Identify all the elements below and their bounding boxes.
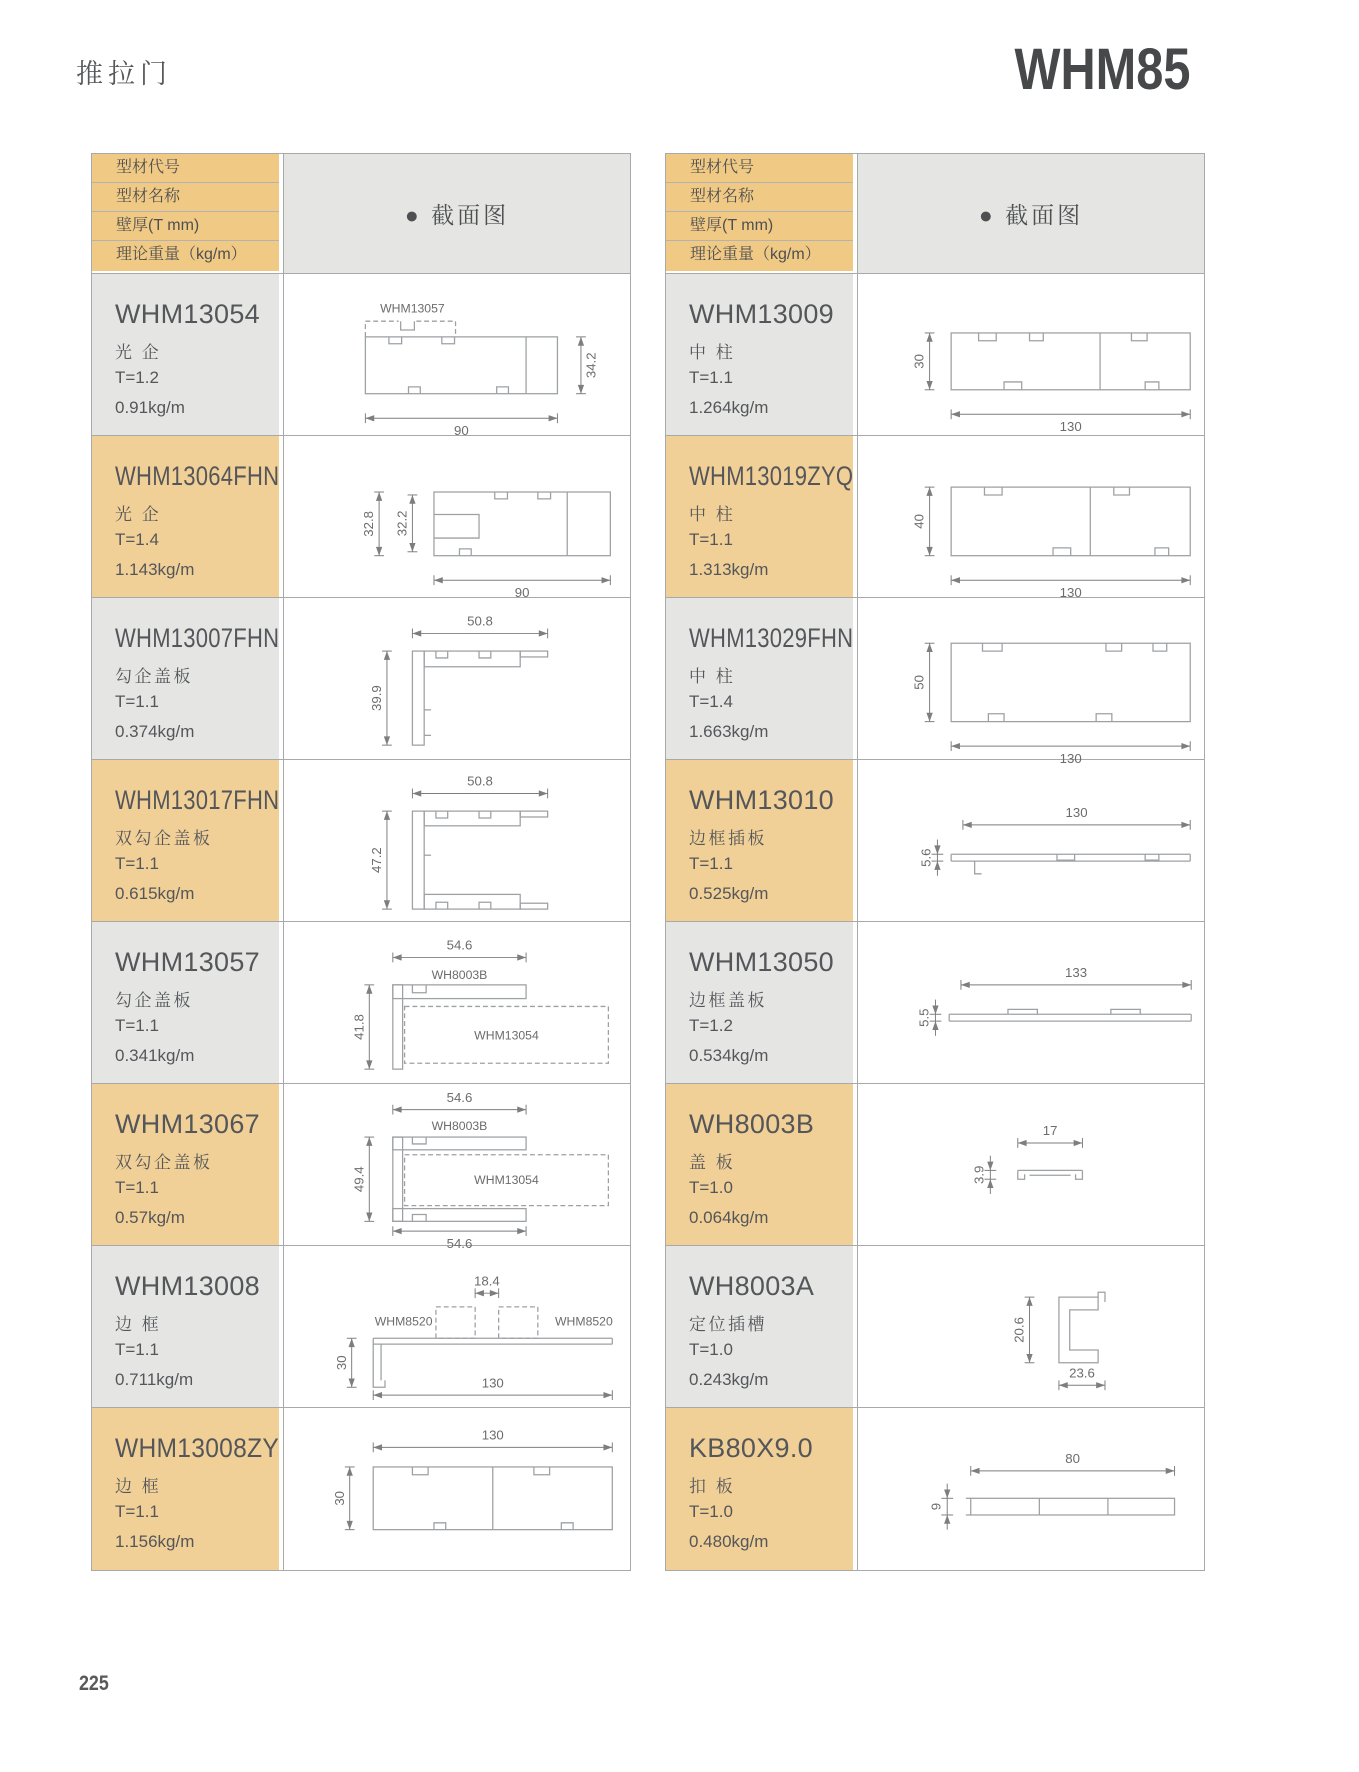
cross-section-diagram — [283, 1084, 630, 1251]
wall-thickness: T=1.4 — [689, 692, 733, 711]
cross-section-diagram — [857, 922, 1204, 1083]
profile-meta — [689, 1173, 853, 1233]
wall-thickness: T=1.1 — [115, 692, 159, 711]
header-cell: 型材代号 — [666, 154, 853, 183]
profile-label-cell — [92, 1246, 279, 1407]
profile-row — [92, 1408, 630, 1570]
wall-thickness: T=1.0 — [689, 1340, 733, 1359]
profile-name: 光 企 — [115, 505, 162, 524]
wall-thickness: T=1.1 — [115, 1016, 159, 1035]
wall-thickness: T=1.0 — [689, 1502, 733, 1521]
svg-text:50.8: 50.8 — [467, 773, 493, 789]
wall-thickness: T=1.4 — [115, 530, 159, 549]
profile-meta — [689, 849, 853, 909]
cross-section-diagram — [283, 598, 630, 759]
svg-text:50.8: 50.8 — [467, 613, 493, 629]
profile-name: 中 柱 — [689, 505, 736, 524]
svg-text:133: 133 — [1065, 964, 1088, 980]
cross-section-diagram — [857, 436, 1204, 600]
profile-label-cell — [92, 922, 279, 1083]
unit-weight: 0.91kg/m — [115, 397, 185, 417]
cross-section-diagram — [283, 1246, 630, 1407]
cross-section-diagram — [857, 274, 1204, 435]
profile-name: 双勾企盖板 — [115, 829, 213, 848]
profile-row — [666, 436, 1204, 598]
svg-text:30: 30 — [331, 1490, 347, 1506]
profile-code: WHM13054 — [115, 299, 260, 329]
profile-code: WHM13008ZY — [115, 1433, 280, 1463]
section-header — [857, 154, 1204, 273]
svg-text:17: 17 — [1042, 1122, 1058, 1138]
svg-text:130: 130 — [481, 1427, 504, 1443]
svg-text:130: 130 — [1059, 418, 1082, 434]
profile-code: WHM13008 — [115, 1271, 260, 1301]
section-label: ● 截面图 — [978, 202, 1084, 228]
profile-meta — [115, 1497, 279, 1557]
wall-thickness: T=1.1 — [689, 530, 733, 549]
unit-weight: 0.064kg/m — [689, 1207, 769, 1227]
profile-label-cell — [666, 1084, 853, 1245]
profile-label-cell — [666, 1246, 853, 1407]
svg-text:50: 50 — [911, 674, 927, 690]
header-label-column — [92, 154, 279, 273]
profile-code: WHM13010 — [689, 785, 834, 815]
svg-text:40: 40 — [911, 513, 927, 529]
header-cell: 型材名称 — [666, 183, 853, 212]
section-header — [283, 154, 630, 273]
unit-weight: 0.374kg/m — [115, 721, 195, 741]
svg-text:30: 30 — [911, 353, 927, 369]
series-title: WHM85 — [1014, 37, 1190, 102]
profile-row — [666, 1084, 1204, 1246]
svg-text:130: 130 — [1059, 750, 1082, 766]
svg-text:WH8003B: WH8003B — [431, 967, 488, 982]
profile-label-cell — [666, 1408, 853, 1570]
profile-code: WHM13067 — [115, 1109, 260, 1139]
svg-text:49.4: 49.4 — [351, 1165, 367, 1192]
unit-weight: 0.341kg/m — [115, 1045, 195, 1065]
cross-section-diagram — [857, 1084, 1204, 1245]
unit-weight: 1.143kg/m — [115, 559, 195, 579]
profile-row — [92, 760, 630, 922]
section-label: ● 截面图 — [404, 202, 510, 228]
svg-text:80: 80 — [1065, 1451, 1081, 1467]
profile-label-cell — [666, 760, 853, 921]
svg-text:34.2: 34.2 — [583, 351, 599, 378]
profile-meta — [689, 687, 853, 747]
header-cell: 型材代号 — [92, 154, 279, 183]
svg-text:47.2: 47.2 — [369, 846, 385, 873]
profile-meta — [689, 1011, 853, 1071]
wall-thickness: T=1.1 — [115, 1178, 159, 1197]
profile-label-cell — [666, 436, 853, 597]
profile-name: 边 框 — [115, 1315, 162, 1334]
unit-weight: 0.711kg/m — [115, 1369, 194, 1389]
profile-code: WHM13019ZYQ — [689, 461, 854, 491]
svg-text:WH8003B: WH8003B — [431, 1118, 488, 1133]
svg-text:23.6: 23.6 — [1069, 1364, 1095, 1380]
profile-row — [92, 922, 630, 1084]
left-profile-table — [91, 153, 631, 1571]
profile-row — [92, 436, 630, 598]
svg-text:20.6: 20.6 — [1011, 1316, 1027, 1343]
profile-label-cell — [666, 598, 853, 759]
header-cell: 壁厚(T mm) — [666, 212, 853, 241]
svg-text:30: 30 — [333, 1354, 349, 1370]
svg-text:54.6: 54.6 — [446, 1235, 473, 1251]
svg-text:WHM13054: WHM13054 — [474, 1028, 539, 1043]
tables-area — [91, 153, 1205, 1571]
wall-thickness: T=1.1 — [689, 368, 733, 387]
svg-text:54.6: 54.6 — [446, 937, 473, 953]
profile-label-cell — [92, 274, 279, 435]
header-cell: 理论重量（kg/m） — [92, 241, 279, 271]
header-cell: 理论重量（kg/m） — [666, 241, 853, 271]
profile-row — [666, 922, 1204, 1084]
profile-name: 盖 板 — [689, 1153, 736, 1172]
profile-row — [666, 1408, 1204, 1570]
profile-meta — [115, 525, 279, 585]
unit-weight: 0.480kg/m — [689, 1531, 769, 1551]
svg-text:39.9: 39.9 — [369, 684, 385, 711]
svg-text:130: 130 — [481, 1374, 504, 1390]
profile-label-cell — [666, 274, 853, 435]
profile-label-cell — [92, 598, 279, 759]
profile-meta — [115, 1173, 279, 1233]
profile-code: WH8003B — [689, 1109, 815, 1139]
profile-code: WHM13057 — [115, 947, 260, 977]
profile-name: 边框插板 — [689, 829, 767, 848]
profile-row — [92, 274, 630, 436]
wall-thickness: T=1.2 — [115, 368, 159, 387]
unit-weight: 0.615kg/m — [115, 883, 195, 903]
profile-row — [666, 760, 1204, 922]
profile-label-cell — [92, 436, 279, 597]
svg-text:41.8: 41.8 — [351, 1013, 367, 1040]
header-label-column — [666, 154, 853, 273]
unit-weight: 0.57kg/m — [115, 1207, 185, 1227]
profile-row — [92, 598, 630, 760]
header-cell: 型材名称 — [92, 183, 279, 212]
cross-section-diagram — [283, 436, 630, 600]
svg-text:130: 130 — [1065, 804, 1088, 820]
profile-row — [666, 274, 1204, 436]
svg-text:54.6: 54.6 — [446, 1089, 473, 1105]
wall-thickness: T=1.1 — [689, 854, 733, 873]
profile-code: WHM13009 — [689, 299, 834, 329]
profile-meta — [115, 687, 279, 747]
cross-section-diagram — [857, 598, 1204, 766]
profile-code: WHM13007FHN — [115, 623, 280, 653]
profile-meta — [115, 849, 279, 909]
svg-text:WHM13057: WHM13057 — [380, 300, 445, 315]
profile-name: 光 企 — [115, 343, 162, 362]
profile-code: WH8003A — [689, 1271, 815, 1301]
page-number: 225 — [79, 1672, 109, 1695]
category-title: 推拉门 — [76, 59, 172, 89]
profile-code: KB80X9.0 — [689, 1433, 813, 1463]
table-header — [666, 154, 1204, 274]
right-profile-table — [665, 153, 1205, 1571]
unit-weight: 1.264kg/m — [689, 397, 769, 417]
svg-text:90: 90 — [454, 422, 469, 438]
unit-weight: 1.663kg/m — [689, 721, 769, 741]
cross-section-diagram — [283, 922, 630, 1083]
cross-section-diagram — [283, 274, 630, 438]
profile-label-cell — [92, 1408, 279, 1570]
profile-row — [666, 1246, 1204, 1408]
profile-code: WHM13064FHN — [115, 461, 280, 491]
profile-name: 边框盖板 — [689, 991, 767, 1010]
profile-meta — [689, 363, 853, 423]
header-cell: 壁厚(T mm) — [92, 212, 279, 241]
svg-text:5.5: 5.5 — [916, 1008, 932, 1027]
profile-label-cell — [92, 1084, 279, 1245]
profile-name: 边 框 — [115, 1477, 162, 1496]
profile-name: 扣 板 — [689, 1477, 736, 1496]
svg-text:32.2: 32.2 — [394, 510, 410, 536]
profile-code: WHM13050 — [689, 947, 834, 977]
profile-code: WHM13029FHN — [689, 623, 854, 653]
svg-text:90: 90 — [514, 584, 530, 600]
svg-text:WHM13054: WHM13054 — [474, 1172, 539, 1187]
unit-weight: 0.534kg/m — [689, 1045, 769, 1065]
profile-row — [666, 598, 1204, 766]
svg-text:130: 130 — [1059, 584, 1082, 600]
cross-section-diagram — [283, 1408, 630, 1570]
profile-row — [92, 1084, 630, 1251]
profile-meta — [689, 1497, 853, 1557]
cross-section-diagram — [283, 760, 630, 921]
cross-section-diagram — [857, 1246, 1204, 1407]
profile-name: 双勾企盖板 — [115, 1153, 213, 1172]
unit-weight: 0.525kg/m — [689, 883, 769, 903]
profile-meta — [115, 1335, 279, 1395]
svg-text:32.8: 32.8 — [361, 510, 377, 537]
profile-row — [92, 1246, 630, 1408]
table-header — [92, 154, 630, 274]
profile-name: 中 柱 — [689, 343, 736, 362]
unit-weight: 1.313kg/m — [689, 559, 769, 579]
wall-thickness: T=1.1 — [115, 854, 159, 873]
unit-weight: 1.156kg/m — [115, 1531, 195, 1551]
unit-weight: 0.243kg/m — [689, 1369, 769, 1389]
profile-meta — [689, 1335, 853, 1395]
svg-text:3.9: 3.9 — [971, 1165, 987, 1184]
profile-code: WHM13017FHN — [115, 785, 280, 815]
profile-meta — [115, 363, 279, 423]
profile-name: 定位插槽 — [689, 1315, 767, 1334]
profile-name: 勾企盖板 — [115, 667, 193, 686]
cross-section-diagram — [857, 1408, 1204, 1570]
svg-text:18.4: 18.4 — [474, 1272, 500, 1288]
profile-label-cell — [92, 760, 279, 921]
svg-text:5.6: 5.6 — [918, 847, 934, 867]
wall-thickness: T=1.2 — [689, 1016, 733, 1035]
profile-meta — [689, 525, 853, 585]
wall-thickness: T=1.1 — [115, 1340, 159, 1359]
wall-thickness: T=1.1 — [115, 1502, 159, 1521]
cross-section-diagram — [857, 760, 1204, 921]
wall-thickness: T=1.0 — [689, 1178, 733, 1197]
svg-text:9: 9 — [928, 1502, 944, 1511]
profile-name: 勾企盖板 — [115, 991, 193, 1010]
svg-text:WHM8520: WHM8520 — [554, 1314, 613, 1329]
profile-name: 中 柱 — [689, 667, 736, 686]
profile-meta — [115, 1011, 279, 1071]
svg-text:WHM8520: WHM8520 — [374, 1314, 433, 1329]
profile-label-cell — [666, 922, 853, 1083]
